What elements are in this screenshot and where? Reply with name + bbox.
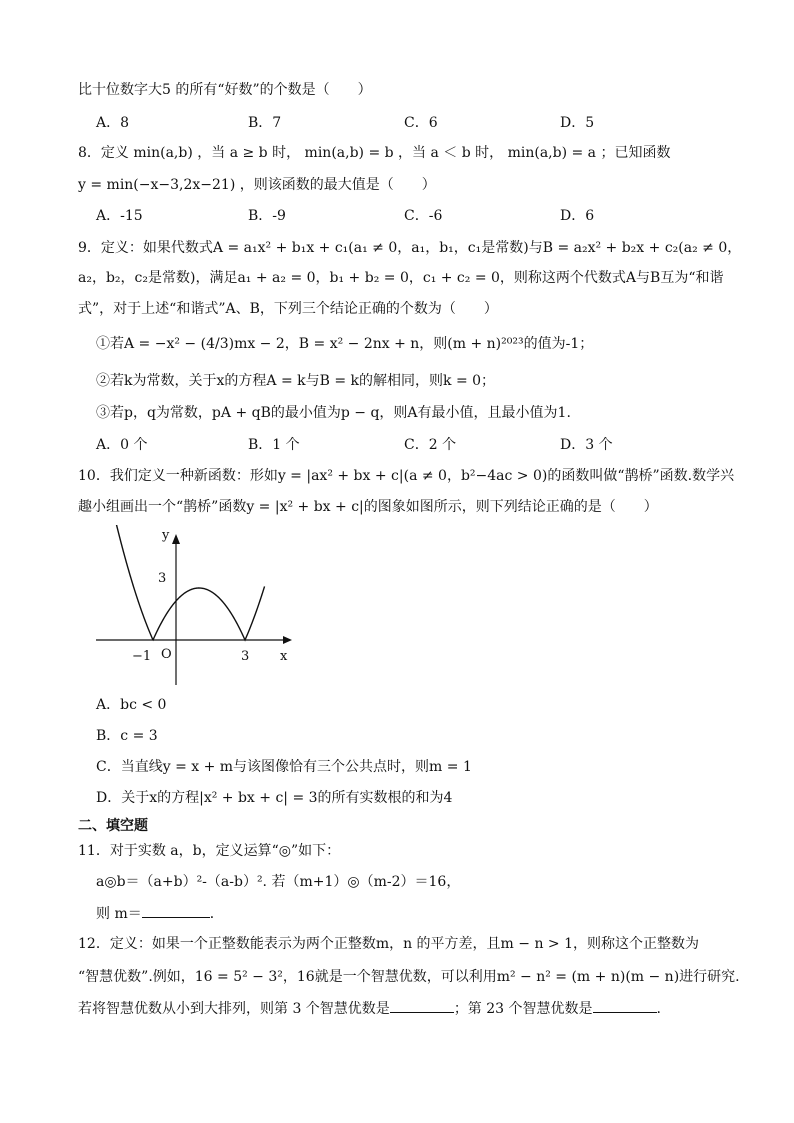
q8-option-b: B．-9 xyxy=(248,208,286,224)
q10-option-d: D．关于x的方程|x² + bx + c| = 3的所有实数根的和为4 xyxy=(96,790,453,806)
q7-option-c: C．6 xyxy=(404,115,438,131)
q12-line3 xyxy=(78,998,661,1019)
q11-line2: a◎b＝（a+b）²-（a-b）². 若（m+1）◎（m-2）＝16， xyxy=(96,874,461,890)
q7-option-a: A．8 xyxy=(96,115,130,131)
q10-option-c: C．当直线y = x + m与该图像恰有三个公共点时，则m = 1 xyxy=(96,759,472,775)
q12-text-suffix: . xyxy=(656,1001,661,1017)
q10-option-a: A．bc < 0 xyxy=(96,697,167,713)
y-tick-label: 3 xyxy=(158,571,167,586)
q9-statement-3: ③若p，q为常数，pA + qB的最小值为p − q，则A有最小值，且最小值为1. xyxy=(96,405,571,421)
x-tick-neg-label: −1 xyxy=(132,649,152,664)
section-title: 二、填空题 xyxy=(78,818,148,834)
q11-answer-suffix: ． xyxy=(209,906,224,922)
q8-line1: 8．定义 min(a,b) ，当 a ≥ b 时， min(a,b) = b ，当 a ＜ b 时， min(a,b) = a ；已知函数 xyxy=(78,145,671,161)
q9-statement-2: ②若k为常数，关于x的方程A = k与B = k的解相同，则k = 0； xyxy=(96,373,496,389)
origin-label: O xyxy=(161,647,172,662)
q9-statement-1: ①若A = −x² − (4/3)mx − 2，B = x² − 2nx + n，则(m + n)²⁰²³的值为-1； xyxy=(96,336,594,352)
q9-option-b: B．1 个 xyxy=(248,437,300,453)
q9-option-c: C．2 个 xyxy=(404,437,457,453)
q12-text-prefix: 若将智慧优数从小到大排列，则第 3 个智慧优数是 xyxy=(78,1001,390,1017)
q10-option-b: B．c = 3 xyxy=(96,728,158,744)
q8-option-a: A．-15 xyxy=(96,208,143,224)
q8-option-d: D．6 xyxy=(560,208,595,224)
q9-line3: 式”，对于上述“和谐式”A、B，下列三个结论正确的个数为（ ） xyxy=(78,301,498,317)
q11-line1: 11．对于实数 a，b，定义运算“◎”如下： xyxy=(78,843,341,859)
q11-line3 xyxy=(96,903,224,924)
q7-option-b: B．7 xyxy=(248,115,282,131)
x-axis-label: x xyxy=(280,649,288,664)
q12-answer-blank-1[interactable] xyxy=(390,998,454,1013)
q8-option-c: C．-6 xyxy=(404,208,443,224)
q7-option-d: D．5 xyxy=(560,115,595,131)
q12-line2: “智慧优数”.例如，16 = 5² − 3²，16就是一个智慧优数，可以利用m² − n² = (m + n)(m − n)进行研究. xyxy=(78,969,740,985)
q10-curve xyxy=(110,525,264,640)
q10-line2: 趣小组画出一个“鹊桥”函数y = |x² + bx + c|的图象如图所示，则下列结论正确的是（ ） xyxy=(78,499,658,515)
q10-line1: 10．我们定义一种新函数：形如y = |ax² + bx + c|(a ≠ 0，b²−4ac > 0)的函数叫做“鹊桥”函数.数学兴 xyxy=(78,468,735,484)
q10-function-graph xyxy=(92,525,302,690)
q9-line2: a₂，b₂，c₂是常数)，满足a₁ + a₂ = 0，b₁ + b₂ = 0，c₁ + c₂ = 0，则称这两个代数式A与B互为“和谐 xyxy=(78,270,724,286)
x-axis-arrow xyxy=(283,636,292,644)
q12-text-mid: ；第 23 个智慧优数是 xyxy=(453,1001,593,1017)
q8-line2: y = min(−x−3,2x−21) ，则该函数的最大值是（ ） xyxy=(78,177,436,193)
y-axis-arrow xyxy=(172,534,180,544)
q9-option-a: A．0 个 xyxy=(96,437,148,453)
q12-answer-blank-2[interactable] xyxy=(593,998,657,1013)
q9-option-d: D．3 个 xyxy=(560,437,613,453)
q12-line1: 12．定义：如果一个正整数能表示为两个正整数m，n 的平方差，且m − n > 1，则称这个正整数为 xyxy=(78,936,700,952)
q9-line1: 9．定义：如果代数式A = a₁x² + b₁x + c₁(a₁ ≠ 0，a₁，b₁，c₁是常数)与B = a₂x² + b₂x + c₂(a₂ ≠ 0， xyxy=(78,240,742,256)
y-axis-label: y xyxy=(162,528,170,543)
q7-tail: 比十位数字大5 的所有“好数”的个数是（ ） xyxy=(78,82,372,98)
q11-answer-blank[interactable] xyxy=(142,903,210,918)
x-tick-pos-label: 3 xyxy=(241,649,250,664)
q11-answer-prefix: 则 m＝ xyxy=(96,906,142,922)
